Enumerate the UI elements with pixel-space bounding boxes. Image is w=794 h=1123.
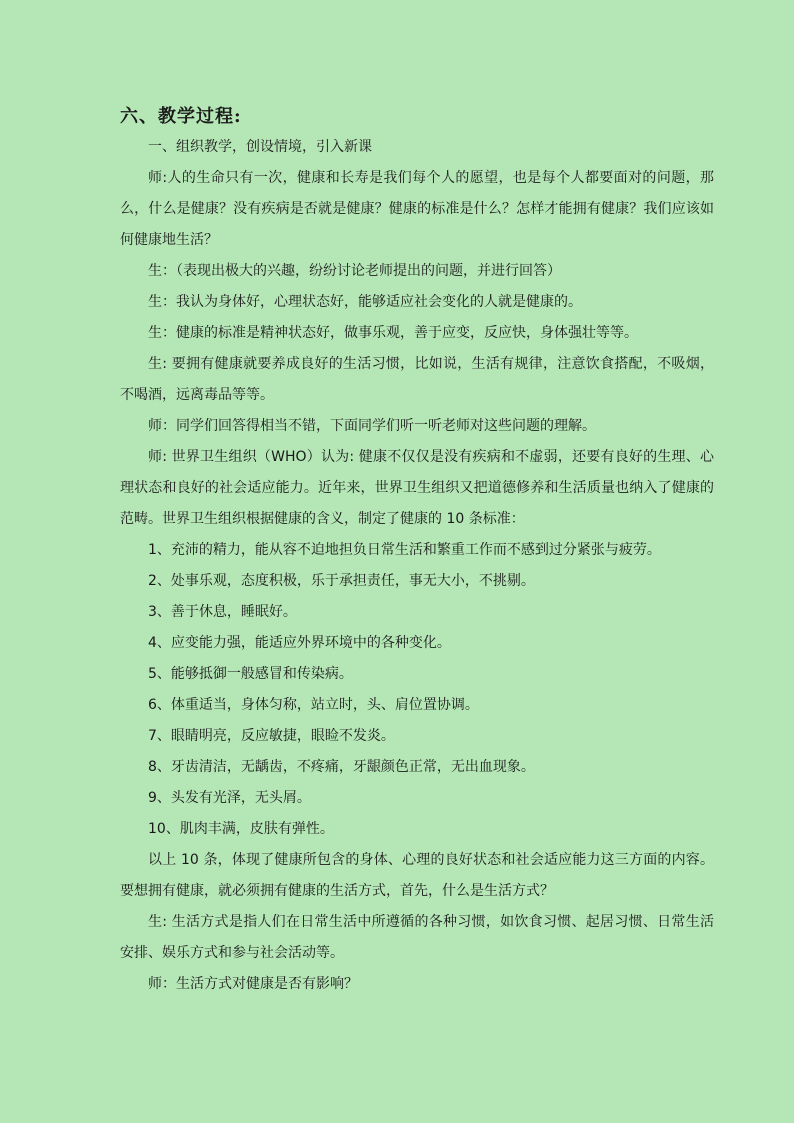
teacher-paragraph-1: 师:人的生命只有一次，健康和长寿是我们每个人的愿望，也是每个人都要面对的问题，那么，什么是健康？没有疾病是否就是健康？健康的标准是什么？怎样才能拥有健康？我们应该如何健康地生活？ xyxy=(120,170,714,248)
teacher-paragraph-3: 师: 世界卫生组织（WHO）认为: 健康不仅仅是没有疾病和不虚弱，还要有良好的生理、心理状态和良好的社会适应能力。近年来，世界卫生组织又把道德修养和生活质量也纳入了健康的范畴。世界卫生组织根据健康的含义，制定了健康的 10 条标准： xyxy=(120,449,714,527)
summary-paragraph: 以上 10 条，体现了健康所包含的身体、心理的良好状态和社会适应能力这三方面的内容。要想拥有健康，就必须拥有健康的生活方式，首先，什么是生活方式？ xyxy=(120,852,714,899)
standard-item-7: 7、眼睛明亮，反应敏捷，眼睑不发炎。 xyxy=(148,728,395,744)
standard-item-2: 2、处事乐观，态度积极，乐于承担责任，事无大小，不挑剔。 xyxy=(148,573,535,589)
standard-item-1: 1、充沛的精力，能从容不迫地担负日常生活和繁重工作而不感到过分紧张与疲劳。 xyxy=(148,542,661,558)
student-paragraph-1: 生：我认为身体好，心理状态好，能够适应社会变化的人就是健康的。 xyxy=(148,294,582,310)
subsection-title: 一、组织教学，创设情境，引入新课 xyxy=(148,139,372,155)
standard-item-5: 5、能够抵御一般感冒和传染病。 xyxy=(148,666,353,682)
standard-item-4: 4、应变能力强，能适应外界环境中的各种变化。 xyxy=(148,635,451,651)
student-paragraph-4: 生: 生活方式是指人们在日常生活中所遵循的各种习惯，如饮食习惯、起居习惯、日常生活安排、娱乐方式和参与社会活动等。 xyxy=(120,914,714,961)
student-paragraph-3: 生: 要拥有健康就要养成良好的生活习惯，比如说，生活有规律，注意饮食搭配，不吸烟，不喝酒，远离毒品等等。 xyxy=(120,356,714,403)
standard-item-3: 3、善于休息，睡眠好。 xyxy=(148,604,297,620)
standard-item-10: 10、肌肉丰满，皮肤有弹性。 xyxy=(148,821,334,837)
student-reaction: 生：（表现出极大的兴趣，纷纷讨论老师提出的问题，并进行回答） xyxy=(148,263,561,279)
standard-item-9: 9、头发有光泽，无头屑。 xyxy=(148,790,311,806)
standard-item-8: 8、牙齿清洁，无龋齿，不疼痛，牙龈颜色正常，无出血现象。 xyxy=(148,759,535,775)
standard-item-6: 6、体重适当，身体匀称，站立时，头、肩位置协调。 xyxy=(148,697,479,713)
teacher-paragraph-2: 师：同学们回答得相当不错，下面同学们听一听老师对这些问题的理解。 xyxy=(148,418,596,434)
student-paragraph-2: 生：健康的标准是精神状态好，做事乐观，善于应变，反应快，身体强壮等等。 xyxy=(148,325,638,341)
section-heading: 六、教学过程: xyxy=(120,106,242,127)
teacher-paragraph-4: 师：生活方式对健康是否有影响？ xyxy=(148,976,358,992)
